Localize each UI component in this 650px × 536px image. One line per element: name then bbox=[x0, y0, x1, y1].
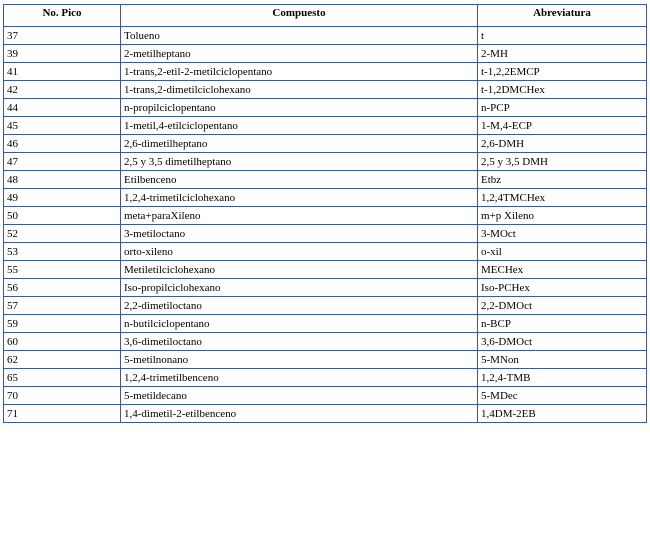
cell-compuesto: n-butilciclopentano bbox=[121, 315, 478, 333]
table-row bbox=[4, 207, 647, 225]
table-row bbox=[4, 243, 647, 261]
cell-abreviatura: 2-MH bbox=[478, 45, 647, 63]
cell-compuesto: 1,2,4-trimetilciclohexano bbox=[121, 189, 478, 207]
table-row bbox=[4, 315, 647, 333]
table-row bbox=[4, 405, 647, 423]
cell-no-pico: 37 bbox=[4, 27, 121, 45]
cell-compuesto: Tolueno bbox=[121, 27, 478, 45]
cell-no-pico: 39 bbox=[4, 45, 121, 63]
cell-compuesto: n-propilciclopentano bbox=[121, 99, 478, 117]
table-row bbox=[4, 351, 647, 369]
table-row bbox=[4, 279, 647, 297]
cell-abreviatura: 1-M,4-ECP bbox=[478, 117, 647, 135]
table-row bbox=[4, 333, 647, 351]
cell-compuesto: 2,6-dimetilheptano bbox=[121, 135, 478, 153]
cell-compuesto: 1,2,4-trimetilbenceno bbox=[121, 369, 478, 387]
table-row bbox=[4, 261, 647, 279]
cell-no-pico: 50 bbox=[4, 207, 121, 225]
cell-no-pico: 59 bbox=[4, 315, 121, 333]
cell-no-pico: 65 bbox=[4, 369, 121, 387]
cell-compuesto: meta+paraXileno bbox=[121, 207, 478, 225]
cell-abreviatura: 2,6-DMH bbox=[478, 135, 647, 153]
cell-abreviatura: 1,2,4-TMB bbox=[478, 369, 647, 387]
table-row bbox=[4, 189, 647, 207]
cell-no-pico: 42 bbox=[4, 81, 121, 99]
cell-no-pico: 70 bbox=[4, 387, 121, 405]
cell-no-pico: 53 bbox=[4, 243, 121, 261]
cell-abreviatura: m+p Xileno bbox=[478, 207, 647, 225]
table-row bbox=[4, 297, 647, 315]
table-row bbox=[4, 225, 647, 243]
table-row bbox=[4, 171, 647, 189]
cell-abreviatura: 5-MDec bbox=[478, 387, 647, 405]
cell-no-pico: 49 bbox=[4, 189, 121, 207]
cell-abreviatura: MECHex bbox=[478, 261, 647, 279]
table-row bbox=[4, 27, 647, 45]
cell-abreviatura: n-BCP bbox=[478, 315, 647, 333]
cell-abreviatura: 1,4DM-2EB bbox=[478, 405, 647, 423]
header-abreviatura: Abreviatura bbox=[478, 5, 647, 27]
header-row bbox=[4, 5, 647, 27]
cell-compuesto: Iso-propilciclohexano bbox=[121, 279, 478, 297]
cell-no-pico: 41 bbox=[4, 63, 121, 81]
header-compuesto: Compuesto bbox=[121, 5, 478, 27]
cell-no-pico: 48 bbox=[4, 171, 121, 189]
cell-abreviatura: 5-MNon bbox=[478, 351, 647, 369]
table-row bbox=[4, 135, 647, 153]
cell-compuesto: 5-metildecano bbox=[121, 387, 478, 405]
cell-no-pico: 56 bbox=[4, 279, 121, 297]
table-row bbox=[4, 99, 647, 117]
table-row bbox=[4, 45, 647, 63]
cell-abreviatura: Iso-PCHex bbox=[478, 279, 647, 297]
cell-no-pico: 57 bbox=[4, 297, 121, 315]
cell-abreviatura: 2,2-DMOct bbox=[478, 297, 647, 315]
cell-abreviatura: 3-MOct bbox=[478, 225, 647, 243]
table-row bbox=[4, 117, 647, 135]
cell-no-pico: 46 bbox=[4, 135, 121, 153]
table-header bbox=[4, 5, 647, 27]
table-row bbox=[4, 63, 647, 81]
cell-no-pico: 60 bbox=[4, 333, 121, 351]
header-no-pico: No. Pico bbox=[4, 5, 121, 27]
cell-abreviatura: 1,2,4TMCHex bbox=[478, 189, 647, 207]
cell-abreviatura: 2,5 y 3,5 DMH bbox=[478, 153, 647, 171]
table-row bbox=[4, 81, 647, 99]
cell-no-pico: 52 bbox=[4, 225, 121, 243]
table-row bbox=[4, 153, 647, 171]
cell-compuesto: 2,5 y 3,5 dimetilheptano bbox=[121, 153, 478, 171]
table-row bbox=[4, 369, 647, 387]
cell-no-pico: 44 bbox=[4, 99, 121, 117]
cell-compuesto: 5-metilnonano bbox=[121, 351, 478, 369]
cell-no-pico: 47 bbox=[4, 153, 121, 171]
cell-compuesto: 2,2-dimetiloctano bbox=[121, 297, 478, 315]
cell-abreviatura: n-PCP bbox=[478, 99, 647, 117]
cell-compuesto: 2-metilheptano bbox=[121, 45, 478, 63]
cell-abreviatura: t-1,2,2EMCP bbox=[478, 63, 647, 81]
cell-no-pico: 62 bbox=[4, 351, 121, 369]
cell-compuesto: orto-xileno bbox=[121, 243, 478, 261]
cell-no-pico: 71 bbox=[4, 405, 121, 423]
cell-abreviatura: t bbox=[478, 27, 647, 45]
table-container bbox=[3, 4, 647, 423]
cell-abreviatura: o-xil bbox=[478, 243, 647, 261]
cell-compuesto: 3,6-dimetiloctano bbox=[121, 333, 478, 351]
cell-abreviatura: 3,6-DMOct bbox=[478, 333, 647, 351]
cell-no-pico: 45 bbox=[4, 117, 121, 135]
cell-compuesto: 1,4-dimetil-2-etilbenceno bbox=[121, 405, 478, 423]
cell-abreviatura: t-1,2DMCHex bbox=[478, 81, 647, 99]
cell-compuesto: 3-metiloctano bbox=[121, 225, 478, 243]
cell-compuesto: 1-metil,4-etilciclopentano bbox=[121, 117, 478, 135]
cell-compuesto: Etilbenceno bbox=[121, 171, 478, 189]
cell-abreviatura: Etbz bbox=[478, 171, 647, 189]
table-row bbox=[4, 387, 647, 405]
cell-compuesto: Metiletilciclohexano bbox=[121, 261, 478, 279]
cell-compuesto: 1-trans,2-dimetilciclohexano bbox=[121, 81, 478, 99]
cell-compuesto: 1-trans,2-etil-2-metilciclopentano bbox=[121, 63, 478, 81]
cell-no-pico: 55 bbox=[4, 261, 121, 279]
table-body bbox=[4, 27, 647, 423]
compounds-table bbox=[3, 4, 647, 423]
